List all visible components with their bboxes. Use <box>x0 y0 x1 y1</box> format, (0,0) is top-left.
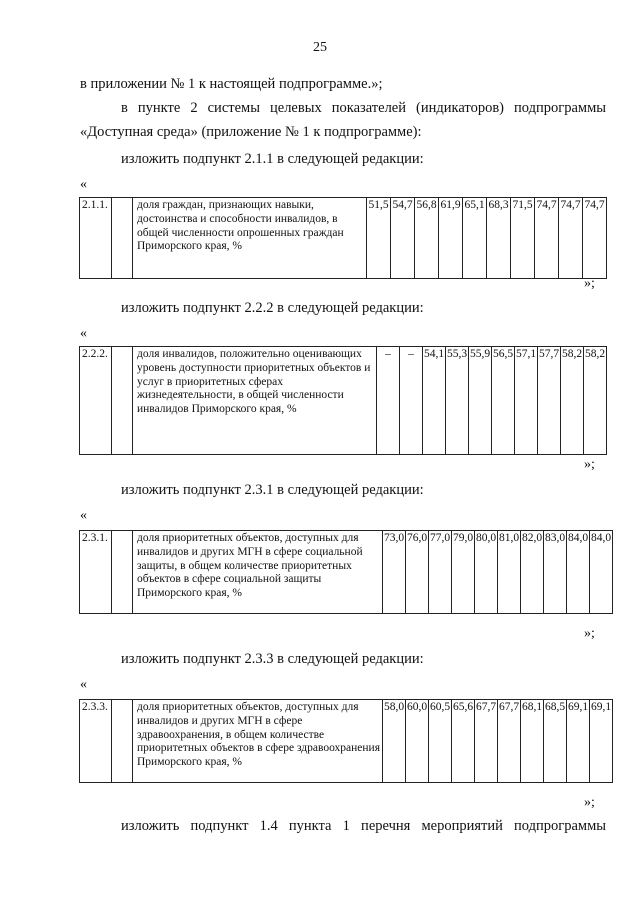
quote-close-2: »; <box>584 457 595 472</box>
indicator-table-2-1-1 <box>79 197 607 279</box>
indicator-description: доля инвалидов, положительно оценивающих уровень доступности приоритетных объектов и услуг в приоритетных сферах жизнедеятельности, в общей численности инвалидов Приморского края, % <box>133 347 377 455</box>
value-cell: 57,1 <box>515 347 538 455</box>
value-cell: 67,7 <box>498 700 521 783</box>
indicator-description: доля приоритетных объектов, доступных для инвалидов и других МГН в сфере здравоохранения, в общем количестве приоритетных объектов в сфере здравоохранения Приморского края, % <box>133 700 383 783</box>
value-cell: 54,7 <box>391 198 415 279</box>
value-cell: 56,8 <box>415 198 439 279</box>
indicator-description: доля приоритетных объектов, доступных для инвалидов и других МГН в сфере социальной защиты, в общем количестве приоритетных объектов в сфере социальной защиты Приморского края, % <box>133 531 383 614</box>
value-cell: 60,5 <box>429 700 452 783</box>
value-cell: 74,7 <box>559 198 583 279</box>
indicator-code: 2.2.2. <box>80 347 112 455</box>
table-row <box>80 198 607 279</box>
value-cell: 80,0 <box>475 531 498 614</box>
value-cell: – <box>400 347 423 455</box>
paragraph-1: в приложении № 1 к настоящей подпрограмме.»; <box>80 76 383 92</box>
paragraph-5: изложить подпункт 2.3.1 в следующей редакции: <box>121 482 424 498</box>
value-cell: 81,0 <box>498 531 521 614</box>
paragraph-4: изложить подпункт 2.2.2 в следующей редакции: <box>121 300 424 316</box>
value-cell: 69,1 <box>590 700 613 783</box>
quote-close-4: »; <box>584 795 595 810</box>
value-cell: 82,0 <box>521 531 544 614</box>
value-cell: 83,0 <box>544 531 567 614</box>
value-cell: 77,0 <box>429 531 452 614</box>
value-cell: 61,9 <box>439 198 463 279</box>
indicator-table-2-2-2 <box>79 346 607 455</box>
paragraph-2-line-1: в пункте 2 системы целевых показателей (индикаторов) подпрограммы <box>121 100 606 116</box>
blank-cell <box>112 347 133 455</box>
value-cell: 51,5 <box>367 198 391 279</box>
quote-close-3: »; <box>584 626 595 641</box>
blank-cell <box>112 531 133 614</box>
indicator-table-2-3-1 <box>79 530 613 614</box>
value-cell: 58,0 <box>383 700 406 783</box>
value-cell: 67,7 <box>475 700 498 783</box>
quote-open-4: « <box>80 677 87 692</box>
value-cell: 74,7 <box>535 198 559 279</box>
value-cell: 73,0 <box>383 531 406 614</box>
quote-open-2: « <box>80 326 87 341</box>
value-cell: 56,5 <box>492 347 515 455</box>
value-cell: 54,1 <box>423 347 446 455</box>
value-cell: 68,5 <box>544 700 567 783</box>
table-row <box>80 347 607 455</box>
table-row <box>80 700 613 783</box>
value-cell: 58,2 <box>561 347 584 455</box>
indicator-code: 2.1.1. <box>80 198 112 279</box>
value-cell: 65,1 <box>463 198 487 279</box>
table-row <box>80 531 613 614</box>
value-cell: 68,3 <box>487 198 511 279</box>
quote-open-1: « <box>80 177 87 192</box>
indicator-code: 2.3.3. <box>80 700 112 783</box>
indicator-code: 2.3.1. <box>80 531 112 614</box>
value-cell: – <box>377 347 400 455</box>
blank-cell <box>112 198 133 279</box>
value-cell: 55,3 <box>446 347 469 455</box>
paragraph-7: изложить подпункт 1.4 пункта 1 перечня мероприятий подпрограммы <box>121 818 606 834</box>
value-cell: 84,0 <box>590 531 613 614</box>
value-cell: 76,0 <box>406 531 429 614</box>
paragraph-6: изложить подпункт 2.3.3 в следующей редакции: <box>121 651 424 667</box>
value-cell: 74,7 <box>583 198 607 279</box>
value-cell: 65,6 <box>452 700 475 783</box>
blank-cell <box>112 700 133 783</box>
value-cell: 57,7 <box>538 347 561 455</box>
value-cell: 84,0 <box>567 531 590 614</box>
indicator-description: доля граждан, признающих навыки, достоинства и способности инвалидов, в общей численности опрошенных граждан Приморского края, % <box>133 198 367 279</box>
value-cell: 60,0 <box>406 700 429 783</box>
value-cell: 71,5 <box>511 198 535 279</box>
value-cell: 79,0 <box>452 531 475 614</box>
value-cell: 58,2 <box>584 347 607 455</box>
value-cell: 55,9 <box>469 347 492 455</box>
value-cell: 68,1 <box>521 700 544 783</box>
quote-open-3: « <box>80 508 87 523</box>
value-cell: 69,1 <box>567 700 590 783</box>
page-number: 25 <box>313 40 327 55</box>
paragraph-2-line-2: «Доступная среда» (приложение № 1 к подпрограмме): <box>80 124 422 140</box>
quote-close-1: »; <box>584 276 595 291</box>
paragraph-3: изложить подпункт 2.1.1 в следующей редакции: <box>121 151 424 167</box>
indicator-table-2-3-3 <box>79 699 613 783</box>
